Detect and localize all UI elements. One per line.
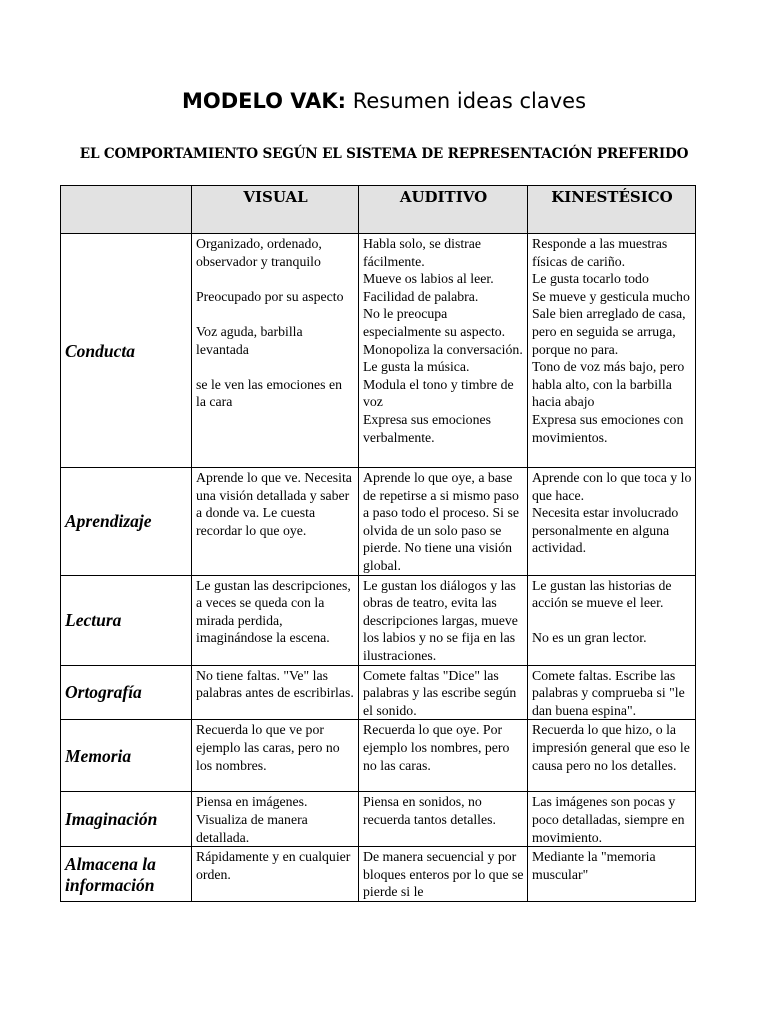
cell-auditivo — [359, 792, 528, 847]
cell-text: Aprende lo que oye, a base de repetirse a si mismo paso a paso todo el proceso. Si se olvida de un solo paso se pierde. No tiene una visión global. — [363, 470, 519, 573]
row-label-conducta: Conducta — [61, 234, 192, 468]
cell-text: Piensa en imágenes. Visualiza de manera detallada. — [196, 794, 308, 845]
header-corner — [61, 186, 192, 234]
table-row — [61, 665, 696, 720]
cell-kinestesico — [528, 575, 696, 665]
cell-visual — [192, 665, 359, 720]
cell-kinestesico — [528, 847, 696, 902]
cell-text: Organizado, ordenado, observador y tranquilo Preocupado por su aspecto Voz aguda, barbilla levantada se le ven las emociones en la cara — [196, 236, 344, 410]
table-row — [61, 720, 696, 792]
cell-text: Aprende lo que ve. Necesita una visión detallada y saber a donde va. Le cuesta recordar lo que oye. — [196, 470, 352, 538]
cell-text: Mediante la "memoria muscular" — [532, 849, 656, 882]
cell-visual — [192, 720, 359, 792]
cell-text: Aprende con lo que toca y lo que hace. Necesita estar involucrado personalmente en alguna actividad. — [532, 470, 692, 556]
cell-auditivo — [359, 720, 528, 792]
cell-text: Comete faltas "Dice" las palabras y las escribe según el sonido. — [363, 667, 517, 718]
cell-text: Recuerda lo que hizo, o la impresión general que eso le causa pero no los detalles. — [532, 722, 690, 773]
cell-text: Le gustan los diálogos y las obras de teatro, evita las descripciones largas, mueve los labios y no se fija en las ilustraciones. — [363, 577, 518, 663]
cell-text: Le gustan las historias de acción se mueve el leer. No es un gran lector. — [532, 577, 672, 646]
table-row — [61, 575, 696, 665]
cell-auditivo — [359, 468, 528, 576]
cell-kinestesico — [528, 720, 696, 792]
cell-text: Recuerda lo que ve por ejemplo las caras, pero no los nombres. — [196, 722, 340, 773]
cell-auditivo — [359, 575, 528, 665]
title-rest: Resumen ideas claves — [346, 89, 587, 113]
cell-kinestesico — [528, 234, 696, 468]
cell-text: Recuerda lo que oye. Por ejemplo los nombres, pero no las caras. — [363, 722, 510, 773]
row-label-aprendizaje: Aprendizaje — [61, 468, 192, 576]
cell-auditivo — [359, 665, 528, 720]
table-header-row — [61, 186, 696, 234]
cell-text: No tiene faltas. "Ve" las palabras antes de escribirlas. — [196, 667, 354, 701]
table-heading: EL COMPORTAMIENTO SEGÚN EL SISTEMA DE REPRESENTACIÓN PREFERIDO — [79, 146, 689, 162]
vak-comparison-table — [60, 185, 696, 902]
cell-text: Comete faltas. Escribe las palabras y comprueba si "le dan buena espina". — [532, 667, 685, 718]
row-label-lectura: Lectura — [61, 575, 192, 665]
cell-visual — [192, 847, 359, 902]
cell-kinestesico — [528, 792, 696, 847]
cell-visual — [192, 234, 359, 468]
row-label-almacena: Almacena la información — [61, 847, 192, 902]
title-bold: MODELO VAK: — [181, 89, 347, 113]
cell-auditivo — [359, 847, 528, 902]
header-visual: VISUAL — [192, 186, 359, 234]
cell-auditivo — [359, 234, 528, 468]
cell-text: Rápidamente y en cualquier orden. — [196, 849, 351, 882]
cell-visual — [192, 575, 359, 665]
cell-visual — [192, 792, 359, 847]
cell-kinestesico — [528, 665, 696, 720]
table-row — [61, 468, 696, 576]
row-label-memoria: Memoria — [61, 720, 192, 792]
cell-visual — [192, 468, 359, 576]
header-kinestesico: KINESTÉSICO — [528, 186, 696, 234]
row-label-imaginacion: Imaginación — [61, 792, 192, 847]
header-auditivo: AUDITIVO — [359, 186, 528, 234]
cell-text: Las imágenes son pocas y poco detalladas, siempre en movimiento. — [532, 794, 685, 845]
cell-text: Le gustan las descripciones, a veces se queda con la mirada perdida, imaginándose la escena. — [196, 577, 351, 646]
cell-kinestesico — [528, 468, 696, 576]
row-label-ortografia: Ortografía — [61, 665, 192, 720]
document-title — [0, 86, 768, 116]
cell-text: De manera secuencial y por bloques enteros por lo que se pierde si le — [363, 849, 524, 900]
table-row — [61, 847, 696, 902]
cell-text: Piensa en sonidos, no recuerda tantos detalles. — [363, 794, 496, 827]
table-row — [61, 234, 696, 468]
cell-text: Habla solo, se distrae fácilmente. Mueve os labios al leer. Facilidad de palabra. No le preocupa especialmente su aspecto. Monopoliza la conversación. Le gusta la música. Modula el tono y timbre de voz Expresa sus emociones verbalmente. — [363, 236, 523, 445]
cell-text: Responde a las muestras físicas de cariño. Le gusta tocarlo todo Se mueve y gesticula mucho Sale bien arreglado de casa, pero en seguida se arruga, porque no para. Tono de voz más bajo, pero habla alto, con la barbilla hacia abajo Expresa sus emociones con movimientos. — [532, 236, 690, 445]
table-row — [61, 792, 696, 847]
